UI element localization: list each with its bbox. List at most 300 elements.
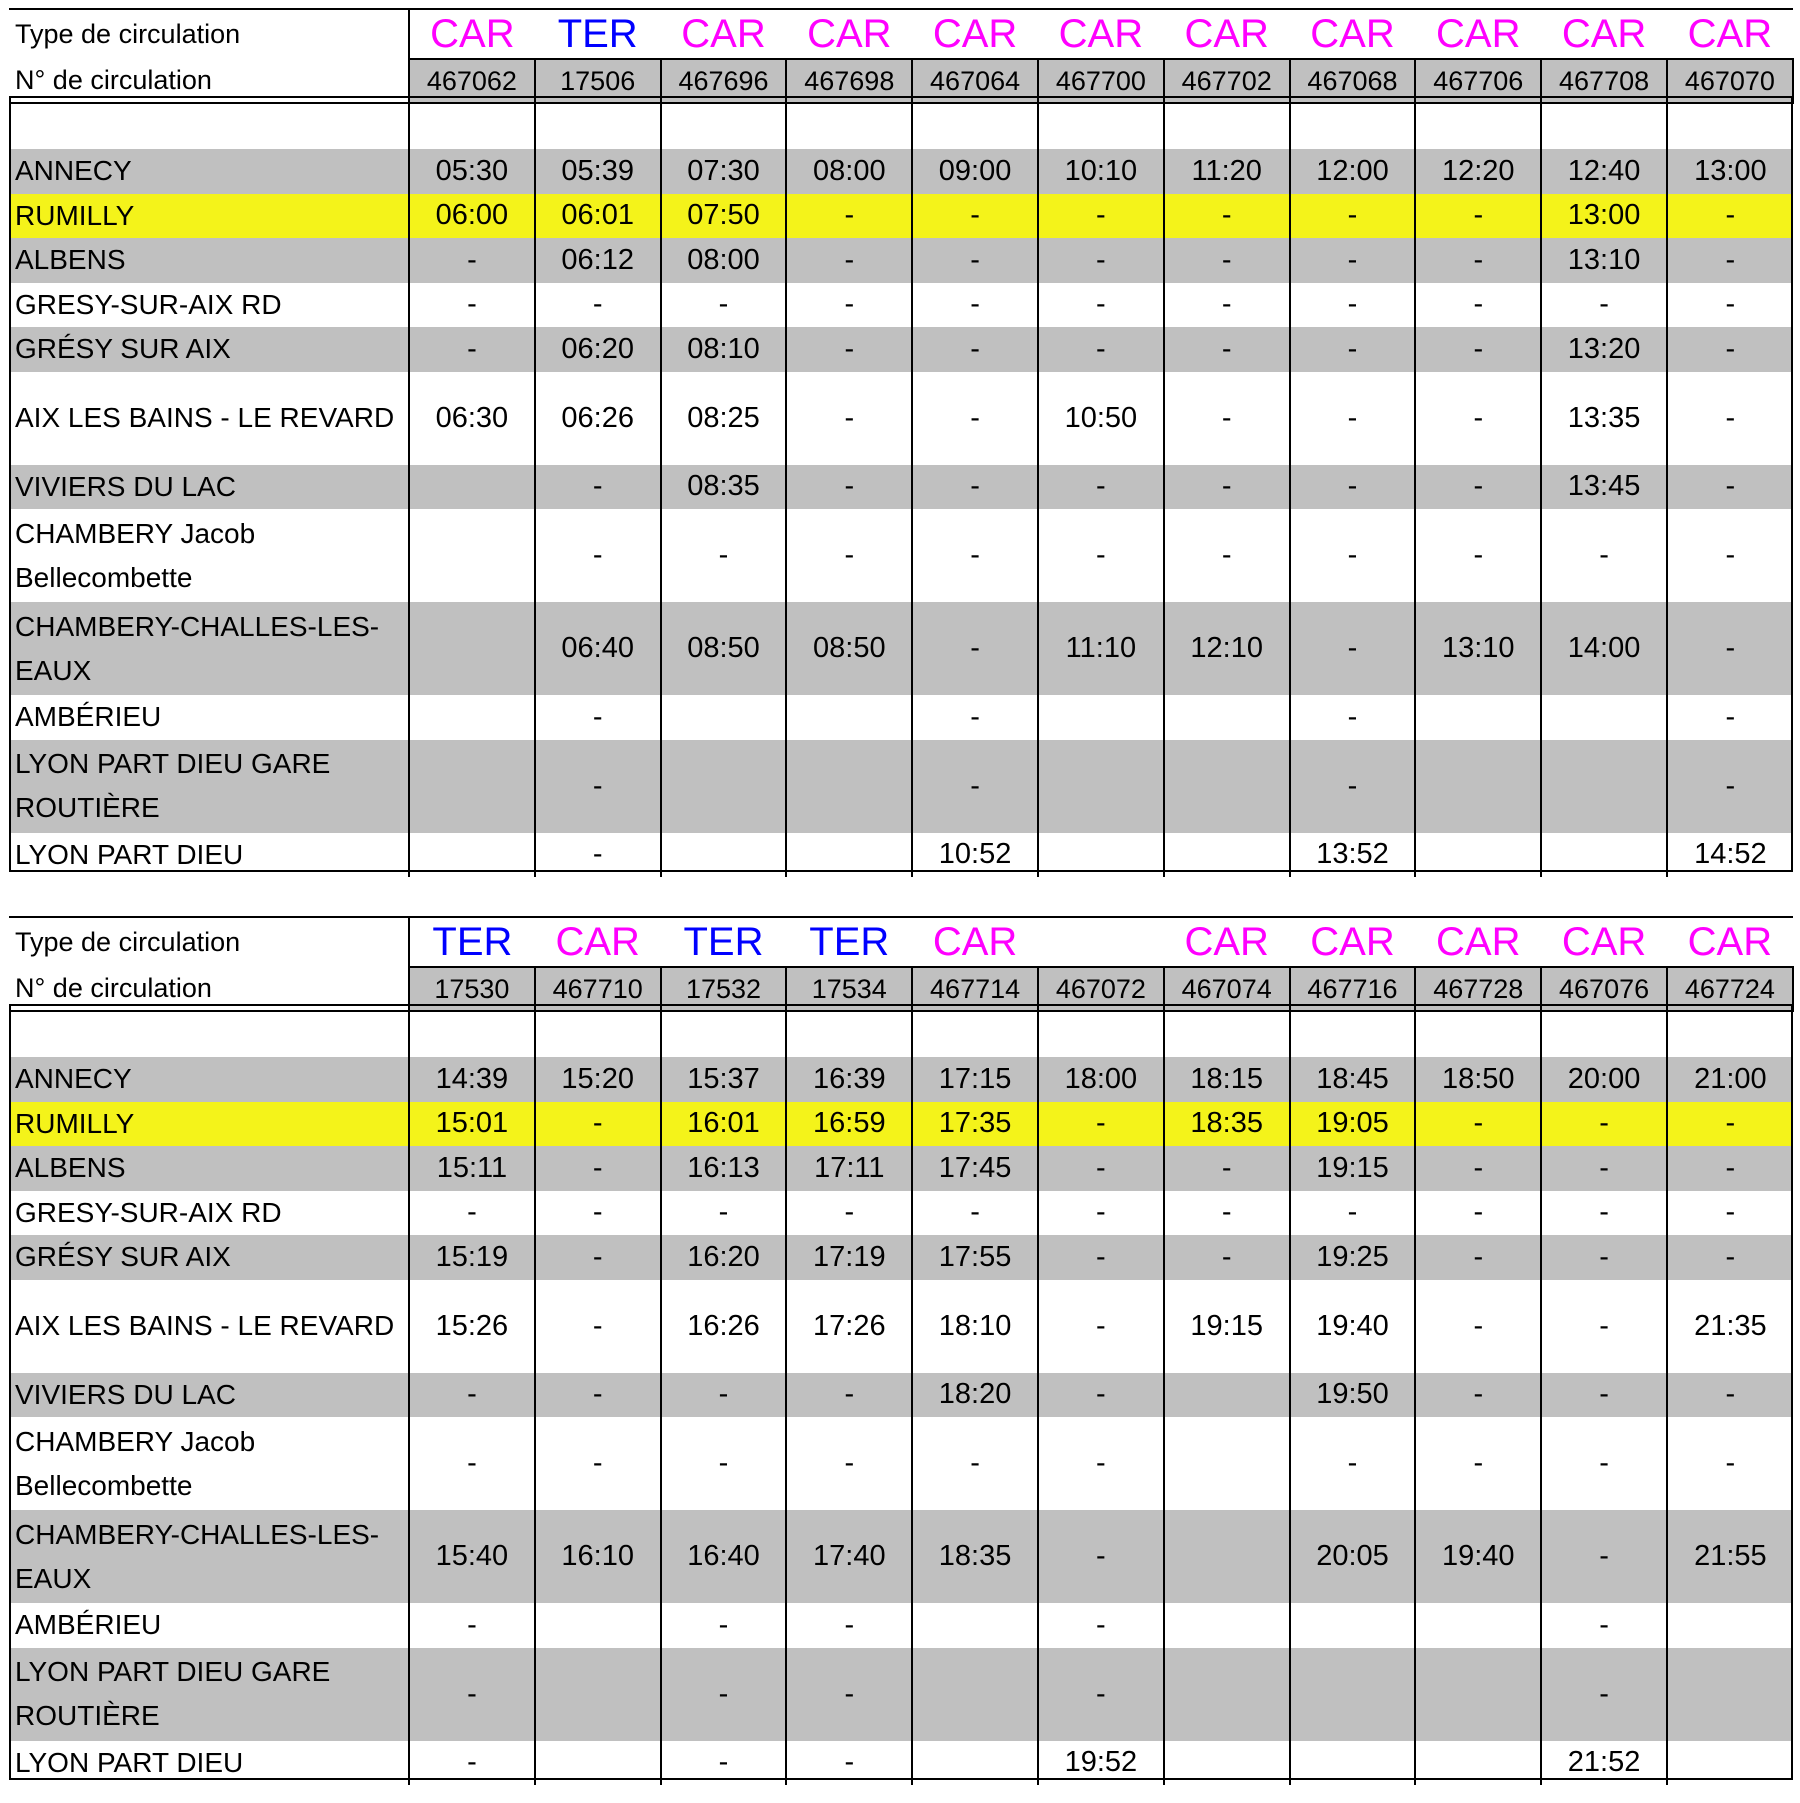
train-number: 467728: [1415, 967, 1541, 1011]
departure-time: [1415, 833, 1541, 878]
station-row: [9, 465, 1793, 510]
departure-time: -: [786, 1603, 912, 1648]
station-row: [9, 509, 1793, 602]
train-number: 467074: [1164, 967, 1290, 1011]
station-row: [9, 1510, 1793, 1603]
departure-time: -: [1415, 194, 1541, 239]
departure-time: 06:26: [535, 372, 661, 465]
departure-time: [535, 1648, 661, 1741]
departure-time: 08:00: [786, 149, 912, 194]
station-row: [9, 1603, 1793, 1648]
departure-time: [1164, 1648, 1290, 1741]
departure-time: -: [1290, 602, 1416, 695]
station-name: AMBÉRIEU: [9, 695, 409, 740]
spacer-cell: [1038, 103, 1164, 149]
departure-time: -: [1415, 327, 1541, 372]
departure-time: [661, 833, 787, 878]
departure-time: 19:05: [1290, 1102, 1416, 1147]
departure-time: 17:26: [786, 1280, 912, 1373]
departure-time: -: [535, 833, 661, 878]
departure-time: 06:01: [535, 194, 661, 239]
departure-time: 12:40: [1541, 149, 1667, 194]
departure-time: 16:59: [786, 1102, 912, 1147]
departure-time: -: [409, 1603, 535, 1648]
train-number: 467702: [1164, 59, 1290, 103]
departure-time: -: [1667, 1146, 1793, 1191]
departure-time: [1415, 1648, 1541, 1741]
departure-time: 06:20: [535, 327, 661, 372]
departure-time: -: [912, 509, 1038, 602]
departure-time: 13:45: [1541, 465, 1667, 510]
train-type: CAR: [1541, 917, 1667, 967]
train-number: 17506: [535, 59, 661, 103]
departure-time: 19:15: [1290, 1146, 1416, 1191]
departure-time: [409, 740, 535, 833]
departure-time: -: [409, 1373, 535, 1418]
departure-time: 18:15: [1164, 1057, 1290, 1102]
station-row: [9, 194, 1793, 239]
departure-time: -: [1290, 372, 1416, 465]
departure-time: -: [661, 1373, 787, 1418]
departure-time: [1290, 1741, 1416, 1786]
departure-time: 05:30: [409, 149, 535, 194]
spacer-cell: [1541, 1011, 1667, 1057]
train-number: 467724: [1667, 967, 1793, 1011]
departure-time: 19:40: [1290, 1280, 1416, 1373]
departure-time: 13:10: [1541, 238, 1667, 283]
departure-time: 18:20: [912, 1373, 1038, 1418]
spacer-cell: [661, 1011, 787, 1057]
departure-time: 18:35: [912, 1510, 1038, 1603]
station-name: AIX LES BAINS - LE REVARD: [9, 1280, 409, 1373]
departure-time: 18:10: [912, 1280, 1038, 1373]
train-type: CAR: [912, 917, 1038, 967]
departure-time: 13:20: [1541, 327, 1667, 372]
departure-time: 20:00: [1541, 1057, 1667, 1102]
train-type: TER: [786, 917, 912, 967]
departure-time: -: [1541, 1417, 1667, 1510]
departure-time: -: [1415, 1235, 1541, 1280]
departure-time: -: [1415, 1102, 1541, 1147]
departure-time: -: [786, 509, 912, 602]
departure-time: 18:50: [1415, 1057, 1541, 1102]
train-number: 467706: [1415, 59, 1541, 103]
departure-time: [1038, 695, 1164, 740]
departure-time: -: [535, 740, 661, 833]
departure-time: -: [912, 327, 1038, 372]
departure-time: -: [1415, 1417, 1541, 1510]
spacer-cell: [535, 103, 661, 149]
departure-time: 16:20: [661, 1235, 787, 1280]
number-label: N° de circulation: [9, 967, 409, 1011]
departure-time: -: [1667, 283, 1793, 328]
station-name: RUMILLY: [9, 1102, 409, 1147]
departure-time: 20:05: [1290, 1510, 1416, 1603]
departure-time: [661, 740, 787, 833]
departure-time: 12:10: [1164, 602, 1290, 695]
departure-time: -: [1415, 1191, 1541, 1236]
departure-time: -: [1290, 509, 1416, 602]
departure-time: [786, 833, 912, 878]
departure-time: -: [535, 283, 661, 328]
spacer-cell: [786, 103, 912, 149]
departure-time: -: [1415, 1373, 1541, 1418]
station-row: [9, 372, 1793, 465]
departure-time: [912, 1648, 1038, 1741]
departure-time: [1290, 1603, 1416, 1648]
departure-time: -: [786, 238, 912, 283]
train-number: 467062: [409, 59, 535, 103]
spacer-cell: [1290, 103, 1416, 149]
departure-time: -: [661, 1741, 787, 1786]
train-number: 467070: [1667, 59, 1793, 103]
departure-time: [1038, 833, 1164, 878]
timetable-afternoon: [9, 916, 1794, 1785]
departure-time: -: [912, 238, 1038, 283]
departure-time: -: [535, 1280, 661, 1373]
departure-time: 15:19: [409, 1235, 535, 1280]
departure-time: 19:52: [1038, 1741, 1164, 1786]
departure-time: -: [786, 194, 912, 239]
departure-time: [786, 740, 912, 833]
departure-time: [409, 695, 535, 740]
departure-time: 08:25: [661, 372, 787, 465]
departure-time: [1541, 695, 1667, 740]
departure-time: 15:40: [409, 1510, 535, 1603]
departure-time: 10:52: [912, 833, 1038, 878]
departure-time: -: [1667, 465, 1793, 510]
departure-time: -: [1667, 327, 1793, 372]
station-row: [9, 602, 1793, 695]
departure-time: 07:30: [661, 149, 787, 194]
departure-time: -: [1038, 1603, 1164, 1648]
departure-time: 15:37: [661, 1057, 787, 1102]
train-type: CAR: [1038, 9, 1164, 59]
station-name: ALBENS: [9, 238, 409, 283]
timetable-morning: [9, 8, 1794, 877]
station-name: CHAMBERY-CHALLES-LES-EAUX: [9, 1510, 409, 1603]
station-name: GRESY-SUR-AIX RD: [9, 283, 409, 328]
departure-time: 16:10: [535, 1510, 661, 1603]
train-type: CAR: [1415, 917, 1541, 967]
departure-time: 09:00: [912, 149, 1038, 194]
departure-time: 08:00: [661, 238, 787, 283]
departure-time: -: [409, 1191, 535, 1236]
spacer-cell: [1667, 1011, 1793, 1057]
departure-time: -: [1164, 194, 1290, 239]
departure-time: -: [535, 1417, 661, 1510]
departure-time: -: [1667, 1102, 1793, 1147]
departure-time: -: [1038, 1417, 1164, 1510]
departure-time: 14:00: [1541, 602, 1667, 695]
station-name: LYON PART DIEU GARE ROUTIÈRE: [9, 740, 409, 833]
departure-time: 05:39: [535, 149, 661, 194]
departure-time: -: [1164, 1146, 1290, 1191]
departure-time: -: [1290, 1191, 1416, 1236]
departure-time: [912, 1741, 1038, 1786]
type-row: [9, 9, 1793, 59]
departure-time: -: [661, 1648, 787, 1741]
station-name: LYON PART DIEU GARE ROUTIÈRE: [9, 1648, 409, 1741]
departure-time: [1164, 1417, 1290, 1510]
spacer-row: [9, 1011, 1793, 1057]
spacer-cell: [409, 103, 535, 149]
station-name: GRÉSY SUR AIX: [9, 327, 409, 372]
departure-time: -: [1415, 1280, 1541, 1373]
departure-time: -: [786, 372, 912, 465]
station-row: [9, 1102, 1793, 1147]
departure-time: -: [1415, 1146, 1541, 1191]
station-name: GRÉSY SUR AIX: [9, 1235, 409, 1280]
departure-time: -: [1164, 283, 1290, 328]
station-row: [9, 1057, 1793, 1102]
spacer-cell: [9, 103, 409, 149]
departure-time: -: [1164, 1191, 1290, 1236]
departure-time: -: [661, 1191, 787, 1236]
departure-time: -: [1415, 465, 1541, 510]
train-type: CAR: [1290, 9, 1416, 59]
departure-time: -: [1290, 238, 1416, 283]
type-label: Type de circulation: [9, 9, 409, 59]
train-type: TER: [409, 917, 535, 967]
departure-time: 11:20: [1164, 149, 1290, 194]
departure-time: -: [409, 327, 535, 372]
departure-time: -: [1541, 283, 1667, 328]
train-type: CAR: [1415, 9, 1541, 59]
departure-time: -: [1164, 1235, 1290, 1280]
departure-time: -: [1290, 740, 1416, 833]
station-name: VIVIERS DU LAC: [9, 1373, 409, 1418]
spacer-cell: [1415, 103, 1541, 149]
station-name: LYON PART DIEU: [9, 833, 409, 878]
spacer-cell: [912, 103, 1038, 149]
spacer-cell: [1415, 1011, 1541, 1057]
departure-time: -: [1290, 327, 1416, 372]
type-label: Type de circulation: [9, 917, 409, 967]
train-number: 467076: [1541, 967, 1667, 1011]
departure-time: -: [1667, 1373, 1793, 1418]
spacer-cell: [912, 1011, 1038, 1057]
departure-time: 15:20: [535, 1057, 661, 1102]
train-type: CAR: [912, 9, 1038, 59]
departure-time: 13:35: [1541, 372, 1667, 465]
departure-time: -: [1038, 1280, 1164, 1373]
departure-time: 16:26: [661, 1280, 787, 1373]
station-name: AMBÉRIEU: [9, 1603, 409, 1648]
departure-time: 15:01: [409, 1102, 535, 1147]
departure-time: -: [1415, 372, 1541, 465]
departure-time: 15:26: [409, 1280, 535, 1373]
departure-time: 11:10: [1038, 602, 1164, 695]
station-row: [9, 695, 1793, 740]
departure-time: 12:20: [1415, 149, 1541, 194]
departure-time: [1541, 833, 1667, 878]
number-label: N° de circulation: [9, 59, 409, 103]
train-type: CAR: [1667, 9, 1793, 59]
spacer-cell: [1038, 1011, 1164, 1057]
station-row: [9, 1417, 1793, 1510]
departure-time: -: [1038, 1373, 1164, 1418]
departure-time: -: [1038, 1235, 1164, 1280]
station-row: [9, 740, 1793, 833]
station-name: ALBENS: [9, 1146, 409, 1191]
departure-time: -: [786, 465, 912, 510]
train-number: 467072: [1038, 967, 1164, 1011]
departure-time: 21:52: [1541, 1741, 1667, 1786]
spacer-row: [9, 103, 1793, 149]
train-number: 467064: [912, 59, 1038, 103]
departure-time: -: [786, 1191, 912, 1236]
departure-time: 17:35: [912, 1102, 1038, 1147]
departure-time: 18:35: [1164, 1102, 1290, 1147]
departure-time: -: [535, 509, 661, 602]
departure-time: -: [912, 1191, 1038, 1236]
departure-time: -: [912, 372, 1038, 465]
departure-time: 17:40: [786, 1510, 912, 1603]
departure-time: 21:00: [1667, 1057, 1793, 1102]
departure-time: [1541, 740, 1667, 833]
departure-time: 13:00: [1541, 194, 1667, 239]
train-type: TER: [535, 9, 661, 59]
departure-time: -: [661, 283, 787, 328]
departure-time: 17:45: [912, 1146, 1038, 1191]
departure-time: -: [1667, 740, 1793, 833]
departure-time: 12:00: [1290, 149, 1416, 194]
departure-time: -: [912, 740, 1038, 833]
departure-time: -: [1667, 1191, 1793, 1236]
departure-time: -: [1038, 1191, 1164, 1236]
departure-time: -: [1164, 372, 1290, 465]
departure-time: -: [1415, 238, 1541, 283]
train-type: TER: [661, 917, 787, 967]
departure-time: -: [1290, 194, 1416, 239]
departure-time: -: [912, 283, 1038, 328]
departure-time: 14:52: [1667, 833, 1793, 878]
departure-time: -: [1541, 1235, 1667, 1280]
departure-time: -: [1038, 1648, 1164, 1741]
departure-time: -: [1290, 465, 1416, 510]
departure-time: -: [912, 194, 1038, 239]
departure-time: [1667, 1603, 1793, 1648]
departure-time: 17:19: [786, 1235, 912, 1280]
train-number: 17532: [661, 967, 787, 1011]
departure-time: 16:01: [661, 1102, 787, 1147]
departure-time: -: [409, 1741, 535, 1786]
train-type: CAR: [1290, 917, 1416, 967]
departure-time: -: [1667, 238, 1793, 283]
departure-time: 13:10: [1415, 602, 1541, 695]
train-number: 17534: [786, 967, 912, 1011]
station-name: CHAMBERY-CHALLES-LES-EAUX: [9, 602, 409, 695]
departure-time: 17:15: [912, 1057, 1038, 1102]
departure-time: -: [912, 1417, 1038, 1510]
departure-time: -: [535, 695, 661, 740]
departure-time: -: [786, 283, 912, 328]
departure-time: -: [1541, 1510, 1667, 1603]
departure-time: -: [1290, 1417, 1416, 1510]
departure-time: 08:50: [661, 602, 787, 695]
departure-time: 14:39: [409, 1057, 535, 1102]
station-row: [9, 833, 1793, 878]
departure-time: [661, 695, 787, 740]
departure-time: 08:50: [786, 602, 912, 695]
departure-time: 08:10: [661, 327, 787, 372]
departure-time: -: [1038, 1510, 1164, 1603]
departure-time: -: [786, 1741, 912, 1786]
departure-time: -: [1038, 1102, 1164, 1147]
type-row: [9, 917, 1793, 967]
spacer-cell: [1290, 1011, 1416, 1057]
station-row: [9, 238, 1793, 283]
station-row: [9, 1373, 1793, 1418]
departure-time: [786, 695, 912, 740]
train-number: 467714: [912, 967, 1038, 1011]
departure-time: [409, 602, 535, 695]
departure-time: [409, 833, 535, 878]
departure-time: -: [912, 602, 1038, 695]
station-name: AIX LES BAINS - LE REVARD: [9, 372, 409, 465]
train-type: CAR: [1164, 917, 1290, 967]
departure-time: -: [1415, 509, 1541, 602]
station-row: [9, 283, 1793, 328]
departure-time: -: [661, 1417, 787, 1510]
station-row: [9, 1235, 1793, 1280]
departure-time: [1164, 833, 1290, 878]
departure-time: 08:35: [661, 465, 787, 510]
train-number: 467696: [661, 59, 787, 103]
departure-time: 16:39: [786, 1057, 912, 1102]
departure-time: -: [661, 1603, 787, 1648]
departure-time: -: [1541, 1373, 1667, 1418]
departure-time: -: [535, 1235, 661, 1280]
train-type: CAR: [535, 917, 661, 967]
departure-time: -: [1038, 1146, 1164, 1191]
departure-time: [1164, 1373, 1290, 1418]
departure-time: -: [409, 1648, 535, 1741]
departure-time: -: [1667, 194, 1793, 239]
departure-time: -: [912, 465, 1038, 510]
departure-time: 18:00: [1038, 1057, 1164, 1102]
departure-time: -: [409, 1417, 535, 1510]
departure-time: 06:12: [535, 238, 661, 283]
departure-time: -: [1038, 509, 1164, 602]
departure-time: -: [1164, 238, 1290, 283]
departure-time: -: [1038, 283, 1164, 328]
departure-time: [1415, 695, 1541, 740]
departure-time: [1164, 1510, 1290, 1603]
departure-time: 21:55: [1667, 1510, 1793, 1603]
departure-time: -: [1667, 372, 1793, 465]
train-number: 467068: [1290, 59, 1416, 103]
departure-time: -: [1038, 465, 1164, 510]
station-row: [9, 1280, 1793, 1373]
departure-time: 13:52: [1290, 833, 1416, 878]
spacer-cell: [1164, 1011, 1290, 1057]
train-number: 467716: [1290, 967, 1416, 1011]
departure-time: [1164, 1741, 1290, 1786]
spacer-cell: [661, 103, 787, 149]
departure-time: -: [912, 695, 1038, 740]
departure-time: -: [1667, 602, 1793, 695]
departure-time: 15:11: [409, 1146, 535, 1191]
departure-time: -: [535, 1191, 661, 1236]
spacer-cell: [9, 1011, 409, 1057]
departure-time: -: [1164, 509, 1290, 602]
train-type: CAR: [1667, 917, 1793, 967]
departure-time: 16:40: [661, 1510, 787, 1603]
departure-time: -: [1541, 1146, 1667, 1191]
departure-time: [1038, 740, 1164, 833]
